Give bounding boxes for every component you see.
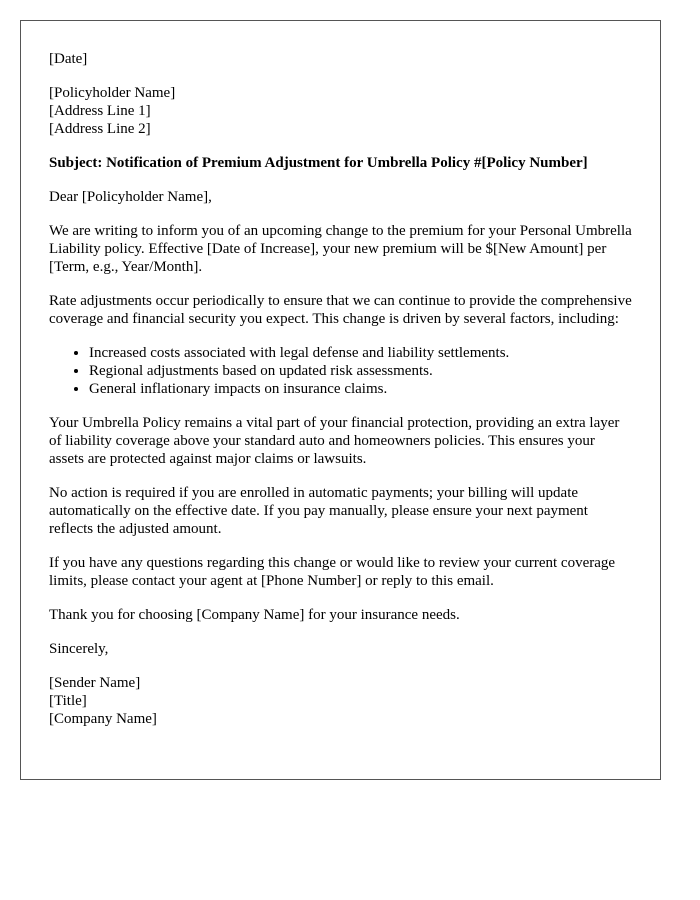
recipient-address-line-1: [Address Line 1]: [49, 103, 151, 119]
paragraph-billing: No action is required if you are enrolled in automatic payments; your billing will update automatically on the effective date. If you pay manually, please ensure your next payment reflects the adjusted amount.: [49, 485, 588, 537]
closing: Sincerely,: [49, 641, 109, 657]
paragraph-thank-you: Thank you for choosing [Company Name] for your insurance needs.: [49, 607, 460, 623]
recipient-address: [49, 84, 632, 138]
sender-company: [Company Name]: [49, 711, 157, 727]
recipient-address-line-2: [Address Line 2]: [49, 121, 151, 137]
sender-name: [Sender Name]: [49, 675, 141, 691]
signature-block: [49, 674, 632, 728]
paragraph-questions: If you have any questions regarding this change or would like to review your current coverage limits, please contact your agent at [Phone Number] or reply to this email.: [49, 555, 616, 589]
list-item: • Increased costs associated with legal defense and liability settlements.: [89, 344, 632, 362]
list-item: • Regional adjustments based on updated risk assessments.: [89, 362, 632, 380]
date-line: [Date]: [49, 51, 88, 67]
paragraph-policy-value: Your Umbrella Policy remains a vital part of your financial protection, providing an extra layer of liability coverage above your standard auto and homeowners policies. This ensures your assets are protected against major claims or lawsuits.: [49, 415, 620, 467]
greeting: Dear [Policyholder Name],: [49, 189, 212, 205]
list-item: • General inflationary impacts on insurance claims.: [89, 380, 632, 398]
paragraph-rate-adjustments: Rate adjustments occur periodically to ensure that we can continue to provide the comprehensive coverage and financial security you expect. This change is driven by several factors, including:: [49, 293, 632, 327]
recipient-name: [Policyholder Name]: [49, 85, 176, 101]
letter: [20, 20, 661, 780]
factors-list: [49, 344, 632, 398]
paragraph-premium-change: We are writing to inform you of an upcoming change to the premium for your Personal Umbrella Liability policy. Effective [Date of Increase], your new premium will be $[New Amount] per [Term, e.g., Year/Month].: [49, 223, 632, 275]
subject-line: Subject: Notification of Premium Adjustment for Umbrella Policy #[Policy Number]: [49, 155, 588, 171]
sender-title: [Title]: [49, 693, 87, 709]
